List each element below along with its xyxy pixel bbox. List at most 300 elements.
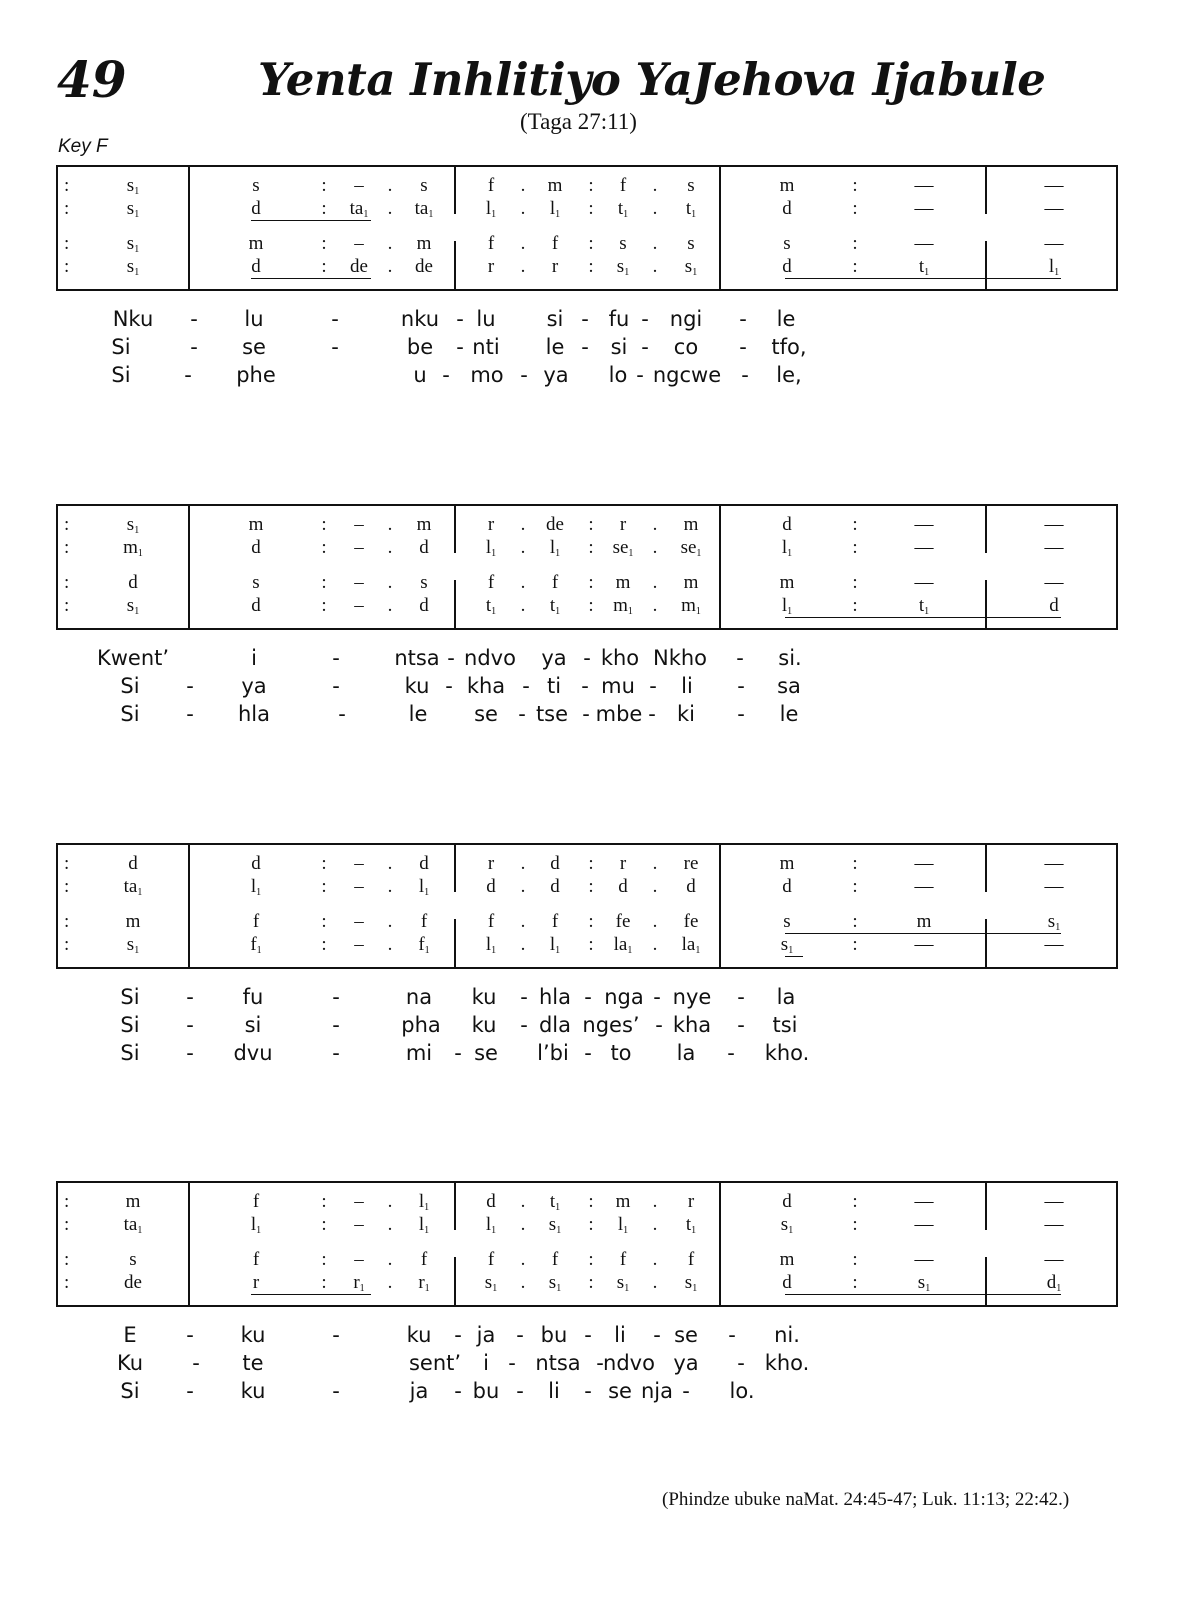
lyric-hyphen: - — [737, 1351, 745, 1375]
solfa-note: : — [321, 876, 327, 897]
row-start-colon: : — [64, 537, 70, 558]
lyric-syllable: la — [676, 1041, 696, 1065]
lyric-syllable: Ku — [116, 1351, 144, 1375]
solfa-note: $l_1$ — [1048, 256, 1060, 278]
solfa-note: d — [550, 876, 560, 897]
lyric-syllable: mo — [470, 363, 504, 387]
voice-row-1 — [58, 175, 1116, 197]
voice-row-3 — [58, 1249, 1116, 1271]
lyric-syllable: ya — [543, 363, 569, 387]
solfa-note: . — [387, 572, 393, 593]
lyric-hyphen: - — [739, 307, 747, 331]
lyric-syllable: nga — [604, 985, 644, 1009]
solfa-note: f — [687, 1249, 695, 1270]
solfa-note: – — [354, 911, 364, 932]
solfa-note: . — [520, 1249, 526, 1270]
solfa-note: s — [420, 175, 428, 196]
lyric-syllable: ki — [677, 702, 695, 726]
lyric-syllable: nti — [472, 335, 500, 359]
row-start-colon: : — [64, 934, 70, 955]
lyric-hyphen: - — [186, 1041, 194, 1065]
lyric-hyphen: - — [186, 1379, 194, 1403]
solfa-note: $la_1$ — [613, 934, 633, 956]
lyric-hyphen: - — [636, 363, 644, 387]
lyric-hyphen: - — [454, 1379, 462, 1403]
solfa-note: $s_1$ — [917, 1272, 931, 1294]
solfa-note: $t_1$ — [549, 1191, 561, 1213]
solfa-note: : — [588, 1214, 594, 1235]
solfa-note: : — [321, 256, 327, 277]
solfa-note: : — [321, 198, 327, 219]
solfa-note: m — [683, 514, 699, 535]
solfa-note: m — [779, 1249, 795, 1270]
voice-row-3 — [58, 572, 1116, 594]
solfa-note: $m_1$ — [613, 595, 633, 617]
lyric-hyphen: - — [190, 335, 198, 359]
solfa-note: $s_1$ — [484, 1272, 498, 1294]
solfa-note: : — [852, 198, 858, 219]
tie-underline — [785, 1294, 1061, 1295]
lyric-syllable: l’bi — [537, 1041, 569, 1065]
lyric-syllable: hla — [538, 985, 572, 1009]
solfa-note: – — [354, 1249, 364, 1270]
tie-underline — [785, 617, 1061, 618]
solfa-note: f — [487, 233, 495, 254]
lyric-syllable: tfo, — [771, 335, 807, 359]
solfa-note: — — [914, 876, 934, 897]
solfa-note: s — [687, 233, 695, 254]
solfa-note: — — [914, 1214, 934, 1235]
row-start-colon: : — [64, 233, 70, 254]
lyric-hyphen: - — [736, 646, 744, 670]
music-system-1 — [56, 165, 1118, 291]
solfa-note: $l_1$ — [549, 198, 561, 220]
voice-row-2 — [58, 198, 1116, 220]
solfa-note: : — [321, 233, 327, 254]
lyric-hyphen: - — [518, 702, 526, 726]
solfa-note: d — [251, 537, 261, 558]
lyric-hyphen: - — [332, 1041, 340, 1065]
lyric-hyphen: - — [728, 1323, 736, 1347]
scripture-reference: (Taga 27:11) — [520, 109, 637, 134]
solfa-note: . — [520, 853, 526, 874]
lyric-syllable: la — [776, 985, 796, 1009]
solfa-note: $s_1$ — [126, 233, 140, 255]
solfa-note: m — [779, 572, 795, 593]
solfa-note: $l_1$ — [485, 1214, 497, 1236]
solfa-note: . — [652, 514, 658, 535]
lyric-syllable: le, — [776, 363, 802, 387]
solfa-note: . — [387, 198, 393, 219]
solfa-note: d — [782, 876, 792, 897]
solfa-note: m — [779, 853, 795, 874]
solfa-note: . — [652, 911, 658, 932]
solfa-note: $t_1$ — [685, 1214, 697, 1236]
solfa-note: f — [420, 911, 428, 932]
solfa-note: – — [354, 233, 364, 254]
solfa-note: . — [652, 175, 658, 196]
solfa-note: $f_1$ — [250, 934, 262, 956]
solfa-note: . — [652, 934, 658, 955]
solfa-note: $d_1$ — [1046, 1272, 1062, 1294]
solfa-note: . — [520, 233, 526, 254]
lyric-hyphen: - — [582, 702, 590, 726]
solfa-note: $s_1$ — [126, 175, 140, 197]
solfa-note: — — [914, 514, 934, 535]
solfa-note: – — [354, 175, 364, 196]
solfa-note: d — [782, 256, 792, 277]
lyric-hyphen: - — [332, 1013, 340, 1037]
lyric-hyphen: - — [581, 307, 589, 331]
lyric-syllable: to — [610, 1041, 632, 1065]
solfa-note: : — [852, 233, 858, 254]
lyric-hyphen: - — [447, 646, 455, 670]
lyric-syllable: i — [483, 1351, 489, 1375]
solfa-note: : — [852, 537, 858, 558]
lyric-syllable: li — [681, 674, 693, 698]
row-start-colon: : — [64, 514, 70, 535]
lyric-hyphen: - — [648, 702, 656, 726]
solfa-note: $l_1$ — [250, 876, 262, 898]
lyric-syllable: Kwent’ — [96, 646, 170, 670]
solfa-note: r — [619, 853, 627, 874]
solfa-note: s — [783, 911, 791, 932]
lyric-hyphen: - — [192, 1351, 200, 1375]
solfa-note: $t_1$ — [617, 198, 629, 220]
solfa-note: — — [1044, 514, 1064, 535]
solfa-note: — — [1044, 934, 1064, 955]
solfa-note: d — [419, 537, 429, 558]
solfa-note: – — [354, 876, 364, 897]
solfa-note: $se_1$ — [612, 537, 634, 559]
row-start-colon: : — [64, 876, 70, 897]
lyric-hyphen: - — [332, 985, 340, 1009]
solfa-note: m — [683, 572, 699, 593]
lyric-syllable: sa — [777, 674, 801, 698]
solfa-note: . — [520, 595, 526, 616]
solfa-note: — — [1044, 233, 1064, 254]
solfa-note: : — [852, 572, 858, 593]
lyric-syllable: mbe — [595, 702, 643, 726]
solfa-note: $t_1$ — [918, 256, 930, 278]
lyric-hyphen: - — [641, 307, 649, 331]
lyric-syllable: u — [413, 363, 427, 387]
lyric-hyphen: - — [727, 1041, 735, 1065]
lyric-hyphen: - — [516, 1379, 524, 1403]
solfa-note: $l_1$ — [485, 934, 497, 956]
solfa-note: : — [852, 1272, 858, 1293]
lyric-syllable: hla — [237, 702, 271, 726]
lyric-syllable: kha — [672, 1013, 712, 1037]
lyric-hyphen: - — [653, 985, 661, 1009]
lyric-syllable: ku — [471, 1013, 497, 1037]
solfa-note: m — [779, 175, 795, 196]
music-system-4 — [56, 1181, 1118, 1307]
solfa-note: . — [387, 876, 393, 897]
tie-underline — [251, 220, 371, 221]
solfa-note: — — [1044, 537, 1064, 558]
solfa-note: $s_1$ — [548, 1214, 562, 1236]
solfa-note: f — [420, 1249, 428, 1270]
solfa-note: re — [683, 853, 699, 874]
solfa-note: d — [782, 514, 792, 535]
lyric-hyphen: - — [442, 363, 450, 387]
music-system-2 — [56, 504, 1118, 630]
solfa-note: : — [852, 934, 858, 955]
solfa-note: : — [588, 934, 594, 955]
solfa-note: r — [487, 514, 495, 535]
solfa-note: f — [487, 911, 495, 932]
lyric-syllable: Si — [111, 335, 131, 359]
solfa-note: . — [387, 537, 393, 558]
lyric-syllable: le — [408, 702, 428, 726]
solfa-note: m — [615, 572, 631, 593]
lyric-hyphen: - — [456, 335, 464, 359]
solfa-note: s — [619, 233, 627, 254]
tie-underline — [785, 278, 1061, 279]
hymn-title: Yenta Inhlitiyo YaJehova Ijabule — [258, 53, 1046, 106]
solfa-note: : — [588, 1272, 594, 1293]
lyric-hyphen: - — [338, 702, 346, 726]
row-start-colon: : — [64, 853, 70, 874]
lyric-hyphen: - — [522, 674, 530, 698]
voice-row-2 — [58, 876, 1116, 898]
lyric-syllable: nja — [640, 1379, 674, 1403]
solfa-note: s — [420, 572, 428, 593]
lyric-syllable: le — [776, 307, 796, 331]
solfa-note: — — [1044, 1214, 1064, 1235]
lyric-syllable: si — [244, 1013, 262, 1037]
lyric-syllable: ku — [406, 1323, 432, 1347]
music-system-3 — [56, 843, 1118, 969]
solfa-note: . — [520, 1191, 526, 1212]
lyric-syllable: si — [610, 335, 628, 359]
solfa-note: f — [252, 911, 260, 932]
solfa-note: $l_1$ — [485, 537, 497, 559]
solfa-note: m — [248, 233, 264, 254]
lyric-hyphen: - — [520, 363, 528, 387]
lyric-hyphen: - — [454, 1041, 462, 1065]
solfa-note: d — [618, 876, 628, 897]
solfa-note: . — [520, 256, 526, 277]
lyric-hyphen: - — [737, 702, 745, 726]
solfa-note: s — [687, 175, 695, 196]
lyric-hyphen: - — [186, 1323, 194, 1347]
lyric-hyphen: - — [741, 363, 749, 387]
solfa-note: — — [1044, 853, 1064, 874]
lyric-syllable: si — [546, 307, 564, 331]
lyric-syllable: kho. — [764, 1041, 810, 1065]
solfa-note: $ta_1$ — [349, 198, 369, 220]
solfa-note: $l_1$ — [781, 595, 793, 617]
lyric-syllable: ku — [404, 674, 430, 698]
solfa-note: $ta_1$ — [123, 876, 143, 898]
lyric-hyphen: - — [737, 674, 745, 698]
voice-row-4 — [58, 256, 1116, 278]
lyric-syllable: se — [474, 702, 498, 726]
lyric-syllable: ku — [240, 1323, 266, 1347]
solfa-note: . — [387, 1214, 393, 1235]
solfa-note: $l_1$ — [781, 537, 793, 559]
lyric-syllable: E — [123, 1323, 137, 1347]
solfa-note: $la_1$ — [681, 934, 701, 956]
solfa-note: $r_1$ — [418, 1272, 430, 1294]
solfa-note: : — [588, 911, 594, 932]
solfa-note: : — [852, 1249, 858, 1270]
solfa-note: — — [1044, 1249, 1064, 1270]
solfa-note: d — [419, 853, 429, 874]
solfa-note: d — [486, 876, 496, 897]
lyric-syllable: kho. — [764, 1351, 810, 1375]
solfa-note: $s_1$ — [616, 256, 630, 278]
lyric-hyphen: - — [456, 307, 464, 331]
solfa-note: : — [321, 514, 327, 535]
solfa-note: . — [652, 595, 658, 616]
solfa-note: . — [652, 1249, 658, 1270]
solfa-note: – — [354, 934, 364, 955]
solfa-note: . — [652, 198, 658, 219]
solfa-note: . — [387, 934, 393, 955]
solfa-note: — — [914, 572, 934, 593]
solfa-note: . — [520, 514, 526, 535]
solfa-note: — — [914, 934, 934, 955]
solfa-note: d — [550, 853, 560, 874]
solfa-note: – — [354, 853, 364, 874]
lyric-hyphen: - — [331, 307, 339, 331]
solfa-note: s — [783, 233, 791, 254]
solfa-note: . — [652, 1214, 658, 1235]
lyric-hyphen: - — [584, 1323, 592, 1347]
lyric-syllable: lo — [608, 363, 628, 387]
solfa-note: : — [852, 853, 858, 874]
lyric-hyphen: - — [516, 1323, 524, 1347]
voice-row-1 — [58, 853, 1116, 875]
solfa-note: : — [852, 514, 858, 535]
solfa-note: . — [387, 853, 393, 874]
solfa-note: : — [852, 595, 858, 616]
lyric-hyphen: - — [583, 646, 591, 670]
lyric-syllable: ja — [476, 1323, 496, 1347]
lyric-syllable: nku — [400, 307, 440, 331]
footer-reference: (Phindze ubuke naMat. 24:45-47; Luk. 11:13; 22:42.) — [662, 1489, 1070, 1510]
solfa-note: $s_1$ — [548, 1272, 562, 1294]
solfa-note: $s_1$ — [1047, 911, 1061, 933]
lyric-syllable: dla — [538, 1013, 572, 1037]
lyric-syllable: ti — [546, 674, 562, 698]
tie-underline — [251, 278, 371, 279]
lyric-syllable: se — [474, 1041, 498, 1065]
lyric-hyphen: - — [655, 1013, 663, 1037]
solfa-note: : — [852, 175, 858, 196]
solfa-note: $l_1$ — [418, 1214, 430, 1236]
solfa-note: : — [852, 256, 858, 277]
lyric-syllable: se — [242, 335, 266, 359]
lyric-syllable: le — [545, 335, 565, 359]
solfa-note: $s_1$ — [126, 595, 140, 617]
solfa-note: fe — [683, 911, 699, 932]
solfa-note: $m_1$ — [123, 537, 143, 559]
lyric-syllable: ni. — [774, 1323, 800, 1347]
solfa-note: $t_1$ — [685, 198, 697, 220]
solfa-note: d — [419, 595, 429, 616]
voice-row-4 — [58, 934, 1116, 956]
lyric-syllable: bu — [540, 1323, 568, 1347]
lyric-hyphen: - — [184, 363, 192, 387]
lyric-syllable: Si — [120, 1041, 140, 1065]
solfa-note: : — [321, 934, 327, 955]
solfa-note: r — [487, 256, 495, 277]
voice-row-4 — [58, 595, 1116, 617]
solfa-note: – — [354, 1214, 364, 1235]
solfa-note: r — [252, 1272, 260, 1293]
lyric-hyphen: - — [581, 674, 589, 698]
tie-underline — [785, 956, 803, 957]
solfa-note: m — [416, 233, 432, 254]
solfa-note: : — [321, 1249, 327, 1270]
solfa-note: . — [652, 1272, 658, 1293]
solfa-note: f — [252, 1191, 260, 1212]
lyric-syllable: ntsa — [535, 1351, 581, 1375]
lyric-hyphen: - — [649, 674, 657, 698]
solfa-note: : — [321, 175, 327, 196]
lyric-hyphen: - — [186, 1013, 194, 1037]
lyric-syllable: kha — [466, 674, 506, 698]
lyric-syllable: Si — [120, 702, 140, 726]
solfa-note: $l_1$ — [549, 934, 561, 956]
lyric-syllable: ngcwe — [652, 363, 722, 387]
lyric-syllable: kho — [600, 646, 640, 670]
solfa-note: d — [486, 1191, 496, 1212]
lyric-syllable: nye — [672, 985, 712, 1009]
solfa-note: $l_1$ — [485, 198, 497, 220]
solfa-note: d — [251, 256, 261, 277]
solfa-note: . — [387, 1191, 393, 1212]
lyric-syllable: mi — [405, 1041, 433, 1065]
lyric-syllable: ndvo — [603, 1351, 655, 1375]
tie-underline — [785, 933, 1061, 934]
lyric-hyphen: - — [737, 1013, 745, 1037]
lyric-hyphen: - — [520, 1013, 528, 1037]
solfa-note: $l_1$ — [549, 537, 561, 559]
solfa-note: $s_1$ — [780, 1214, 794, 1236]
solfa-note: . — [652, 233, 658, 254]
lyric-syllable: Si — [120, 674, 140, 698]
voice-row-3 — [58, 233, 1116, 255]
solfa-note: $f_1$ — [418, 934, 430, 956]
lyric-syllable: Si — [120, 985, 140, 1009]
solfa-note: . — [520, 911, 526, 932]
lyric-hyphen: - — [584, 985, 592, 1009]
solfa-note: d — [686, 876, 696, 897]
solfa-note: : — [588, 853, 594, 874]
lyric-hyphen: - — [508, 1351, 516, 1375]
solfa-note: $s_1$ — [780, 934, 794, 956]
lyric-hyphen: - — [737, 985, 745, 1009]
solfa-note: de — [350, 256, 368, 277]
solfa-note: r — [487, 853, 495, 874]
solfa-note: m — [248, 514, 264, 535]
solfa-note: m — [916, 911, 932, 932]
solfa-note: s — [252, 572, 260, 593]
voice-row-1 — [58, 514, 1116, 536]
row-start-colon: : — [64, 256, 70, 277]
lyric-syllable: ngi — [669, 307, 703, 331]
solfa-note: de — [124, 1272, 142, 1293]
solfa-note: $s_1$ — [684, 1272, 698, 1294]
solfa-note: m — [615, 1191, 631, 1212]
lyric-hyphen: - — [641, 335, 649, 359]
solfa-note: $s_1$ — [126, 198, 140, 220]
